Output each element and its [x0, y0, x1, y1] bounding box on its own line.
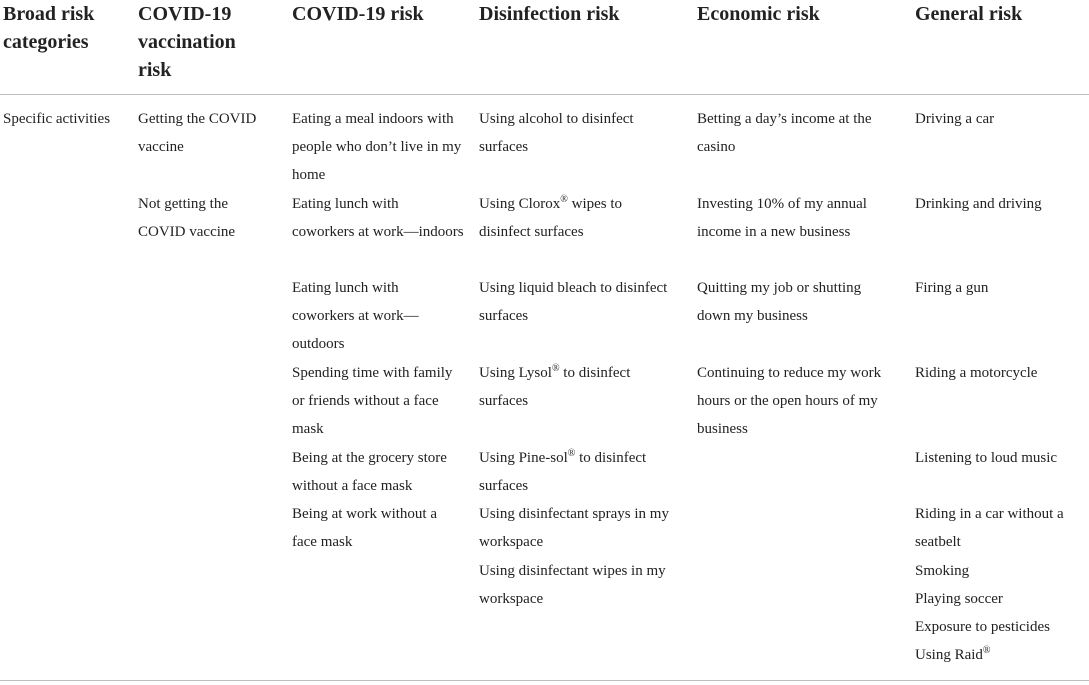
general-item: Playing soccer: [915, 591, 1003, 607]
disinfection-item-text: to disinfect surfaces: [479, 450, 647, 495]
economic-item: Quitting my job or shutting down my business: [697, 280, 862, 325]
general-item: Riding in a car without a seatbelt: [915, 506, 1064, 551]
registered-mark: ®: [567, 448, 576, 459]
table-bottom-rule: [0, 680, 1089, 681]
vaccination-item: Getting the COVID vaccine: [138, 111, 257, 156]
general-item-text: Using Raid: [915, 647, 983, 663]
economic-item: Betting a day’s income at the casino: [697, 111, 872, 156]
header-covid-risk: COVID-19 risk: [292, 3, 424, 25]
covid-item: Being at work without a face mask: [292, 506, 437, 551]
covid-item: Eating a meal indoors with people who don’t live in my home: [292, 111, 462, 184]
general-item: Exposure to pesticides: [915, 619, 1050, 635]
general-item: [915, 641, 1087, 669]
registered-mark: ®: [560, 194, 568, 205]
header-general-risk: General risk: [915, 3, 1023, 25]
row-label: Specific activities: [3, 111, 111, 127]
disinfection-item: Using liquid bleach to disinfect surfaces: [479, 280, 668, 325]
general-item: Drinking and driving: [915, 196, 1042, 212]
economic-item: Continuing to reduce my work hours or the open hours of my business: [697, 365, 882, 438]
general-item: Listening to loud music: [915, 450, 1058, 466]
header-disinfection-risk: Disinfection risk: [479, 3, 620, 25]
disinfection-item: [479, 190, 669, 246]
header-covid-vaccination-risk: COVID-19 vaccination risk: [138, 3, 236, 81]
disinfection-item: Using disinfectant wipes in my workspace: [479, 563, 666, 608]
registered-mark: ®: [982, 645, 991, 656]
covid-item: Being at the grocery store without a face mask: [292, 450, 447, 495]
disinfection-item: [479, 444, 669, 500]
header-divider: [0, 94, 1089, 95]
header-broad-risk-categories: Broad risk categories: [3, 3, 95, 53]
general-item: Smoking: [915, 563, 970, 579]
economic-item: Investing 10% of my annual income in a new business: [697, 196, 867, 241]
general-item: Riding a motorcycle: [915, 365, 1038, 381]
disinfection-item-text: Using Pine-sol: [479, 450, 568, 466]
registered-mark: ®: [551, 363, 560, 374]
disinfection-item-text: Using Clorox: [479, 196, 561, 212]
general-item: Firing a gun: [915, 280, 989, 296]
covid-item: Spending time with family or friends without a face mask: [292, 365, 453, 438]
covid-item: Eating lunch with coworkers at work—indoors: [292, 196, 464, 241]
covid-item: Eating lunch with coworkers at work—outdoors: [292, 280, 419, 353]
disinfection-item: Using disinfectant sprays in my workspace: [479, 506, 669, 551]
disinfection-item: [479, 359, 669, 415]
disinfection-item-text: wipes to disinfect surfaces: [479, 196, 623, 241]
disinfection-item: Using alcohol to disinfect surfaces: [479, 111, 634, 156]
disinfection-item-text: Using Lysol: [479, 365, 552, 381]
disinfection-item-text: to disinfect surfaces: [479, 365, 631, 410]
general-item: Driving a car: [915, 111, 995, 127]
vaccination-item: Not getting the COVID vaccine: [138, 196, 236, 241]
header-economic-risk: Economic risk: [697, 3, 820, 25]
